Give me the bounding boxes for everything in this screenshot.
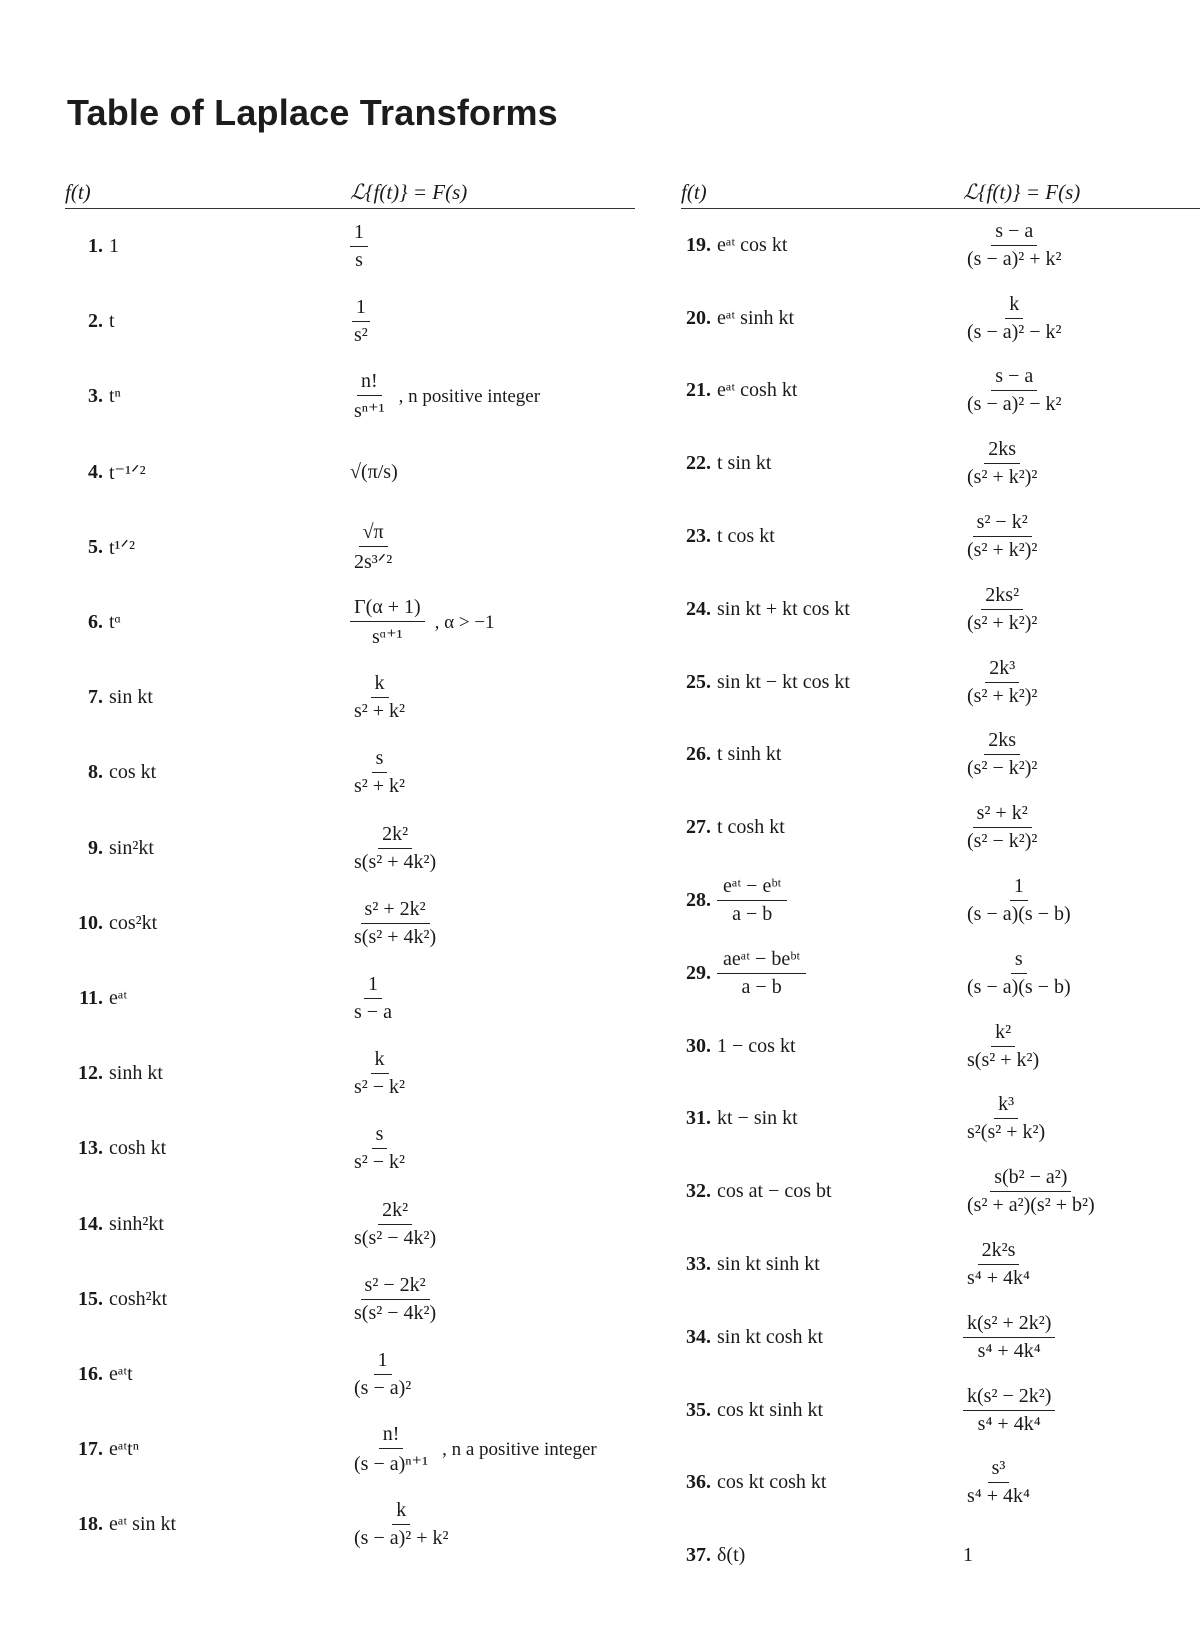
numerator: k (392, 1499, 410, 1525)
laplace-transform (963, 438, 1041, 489)
numerator: 1 (1010, 875, 1028, 901)
denominator: s² (354, 324, 368, 347)
table-row (65, 209, 635, 284)
numerator: s³ (988, 1457, 1010, 1483)
time-function (717, 875, 963, 926)
denominator: (s² + k²)² (967, 466, 1038, 489)
transform-fraction (350, 898, 440, 949)
numerator: 2k²s (978, 1239, 1020, 1265)
laplace-transform (963, 729, 1041, 780)
denominator: s(s² + 4k²) (354, 925, 437, 948)
table-row (65, 660, 635, 735)
denominator: s² + k² (354, 700, 406, 723)
laplace-transform (963, 1312, 1055, 1363)
header-laplace: ℒ{f(t)} = F(s) (963, 180, 1081, 204)
entry-number: 2. (88, 310, 103, 333)
denominator: sᵅ⁺¹ (372, 626, 403, 649)
time-function: cos kt cosh kt (717, 1471, 827, 1494)
time-function: sin kt sinh kt (717, 1253, 820, 1276)
right-column (681, 178, 1200, 1592)
time-function: cos at − cos bt (717, 1180, 832, 1203)
header-f: f(t) (681, 180, 707, 204)
transform-fraction (350, 1349, 415, 1400)
entry-number: 30. (686, 1034, 711, 1057)
transform-fraction (963, 365, 1066, 416)
denominator: s²(s² + k²) (967, 1121, 1046, 1144)
numerator: s − a (991, 365, 1037, 391)
denominator: 2s³ᐟ² (354, 550, 393, 573)
transform-fraction (350, 747, 409, 798)
table-row (681, 282, 1200, 355)
time-function: sin kt cosh kt (717, 1325, 824, 1348)
denominator: s (355, 249, 363, 272)
denominator: (s − a)² + k² (354, 1527, 449, 1550)
entry-number: 34. (686, 1325, 711, 1348)
denominator: s⁴ + 4k⁴ (967, 1267, 1031, 1290)
transform-fraction (963, 875, 1075, 926)
table-row (681, 719, 1200, 792)
entry-number: 32. (686, 1180, 711, 1203)
page-title: Table of Laplace Transforms (67, 92, 558, 133)
numerator: s − a (991, 220, 1037, 246)
denominator: s(s² + 4k²) (354, 850, 437, 873)
transform-condition: , n a positive integer (442, 1438, 597, 1460)
numerator: 1 (364, 973, 382, 999)
numerator: k³ (994, 1093, 1018, 1119)
transform-text: √(π/s) (350, 460, 398, 483)
table-row (65, 886, 635, 961)
denominator: s(s² − 4k²) (354, 1226, 437, 1249)
laplace-transform (963, 802, 1041, 853)
denominator: (s − a)(s − b) (967, 903, 1071, 926)
denominator: sⁿ⁺¹ (354, 400, 385, 423)
numerator: s² + k² (973, 802, 1032, 828)
laplace-transform (350, 461, 398, 484)
transform-text: 1 (963, 1544, 973, 1567)
table-row (65, 961, 635, 1036)
time-function: t sin kt (717, 452, 772, 475)
transform-fraction (963, 802, 1041, 853)
denominator: (s² + a²)(s² + b²) (967, 1194, 1095, 1217)
numerator: 2k² (378, 823, 412, 849)
time-function: sin kt − kt cos kt (717, 670, 850, 693)
table-row (681, 500, 1200, 573)
laplace-transform (350, 1048, 409, 1099)
table-row (681, 1083, 1200, 1156)
time-function: eᵃᵗ (109, 986, 128, 1009)
header-laplace: ℒ{f(t)} = F(s) (350, 180, 468, 204)
transform-fraction (350, 1048, 409, 1099)
denominator: (s − a)² − k² (967, 320, 1062, 343)
entry-number: 23. (686, 525, 711, 548)
table-row (65, 1111, 635, 1186)
time-function: t (109, 310, 115, 333)
transform-fraction (963, 948, 1075, 999)
numerator: 2ks (984, 438, 1020, 464)
denominator: (s² + k²)² (967, 684, 1038, 707)
denominator: s⁴ + 4k⁴ (967, 1485, 1031, 1508)
laplace-transform (350, 1274, 440, 1325)
entry-number: 12. (78, 1062, 103, 1085)
time-function-fraction (717, 875, 787, 926)
laplace-transform (963, 293, 1066, 344)
table-row (65, 284, 635, 359)
laplace-transform (963, 657, 1041, 708)
laplace-transform (963, 365, 1066, 416)
numerator: k (371, 672, 389, 698)
entry-number: 4. (88, 460, 103, 483)
laplace-transform (350, 898, 440, 949)
numerator: aeᵃᵗ − beᵇᵗ (717, 948, 806, 974)
time-function: sin kt (109, 686, 153, 709)
entry-number: 5. (88, 535, 103, 558)
laplace-transform (350, 521, 396, 574)
left-column (65, 178, 635, 1562)
laplace-transform (350, 823, 440, 874)
entry-number: 10. (78, 911, 103, 934)
transform-fraction (963, 584, 1041, 635)
time-function: t sinh kt (717, 743, 782, 766)
entry-number: 22. (686, 452, 711, 475)
denominator: s⁴ + 4k⁴ (977, 1412, 1041, 1435)
transform-fraction (350, 370, 389, 423)
numerator: s (372, 747, 388, 773)
numerator: k(s² + 2k²) (963, 1312, 1055, 1338)
time-function: eᵃᵗ cos kt (717, 233, 788, 256)
laplace-transform (963, 1385, 1055, 1436)
table-row (681, 864, 1200, 937)
entry-number: 16. (78, 1362, 103, 1385)
laplace-transform (350, 1349, 415, 1400)
entry-number: 19. (686, 233, 711, 256)
time-function: sinh²kt (109, 1212, 164, 1235)
denominator: (s − a)ⁿ⁺¹ (354, 1453, 429, 1476)
time-function: sin²kt (109, 836, 154, 859)
numerator: s² − 2k² (361, 1274, 430, 1300)
transform-fraction (963, 438, 1041, 489)
table-row (65, 1487, 635, 1562)
entry-number: 35. (686, 1398, 711, 1421)
transform-fraction (350, 296, 372, 347)
table-row (65, 1412, 635, 1487)
denominator: s² + k² (354, 775, 406, 798)
time-function: eᵃᵗ cosh kt (717, 379, 798, 402)
table-row (681, 355, 1200, 428)
laplace-transform (963, 1457, 1034, 1508)
numerator: s² + 2k² (361, 898, 430, 924)
table-row (65, 1262, 635, 1337)
table-row (65, 811, 635, 886)
entry-number: 18. (78, 1513, 103, 1536)
numerator: s (372, 1123, 388, 1149)
laplace-transform (963, 584, 1041, 635)
entry-number: 6. (88, 611, 103, 634)
table-row (681, 1519, 1200, 1592)
transform-fraction (350, 672, 409, 723)
transform-fraction (350, 1499, 453, 1550)
denominator: s(s² − 4k²) (354, 1301, 437, 1324)
transform-fraction (963, 1385, 1055, 1436)
numerator: Γ(α + 1) (350, 596, 425, 622)
time-function: cos kt (109, 761, 157, 784)
header-f: f(t) (65, 180, 91, 204)
transform-fraction (350, 1274, 440, 1325)
laplace-transform (350, 1123, 409, 1174)
laplace-transform (963, 1239, 1034, 1290)
table-row (681, 1010, 1200, 1083)
laplace-transform (963, 511, 1041, 562)
denominator: (s − a)² (354, 1376, 412, 1399)
laplace-transform (963, 1093, 1049, 1144)
entry-number: 36. (686, 1471, 711, 1494)
numerator: eᵃᵗ − eᵇᵗ (717, 875, 787, 901)
laplace-transform (350, 370, 540, 423)
table-row (65, 435, 635, 510)
transform-fraction (350, 1123, 409, 1174)
numerator: 1 (374, 1349, 392, 1375)
transform-fraction (963, 293, 1066, 344)
table-row (65, 510, 635, 585)
entry-number: 15. (78, 1287, 103, 1310)
transform-condition: , n positive integer (398, 385, 541, 407)
transform-fraction (350, 521, 396, 574)
laplace-transform (350, 221, 368, 272)
time-function: t cos kt (717, 525, 775, 548)
table-row (681, 1447, 1200, 1520)
numerator: 2ks² (981, 584, 1023, 610)
entry-number: 29. (686, 961, 711, 984)
entry-number: 1. (88, 235, 103, 258)
time-function: eᵃᵗ sinh kt (717, 306, 795, 329)
entry-number: 33. (686, 1253, 711, 1276)
time-function-fraction (717, 948, 806, 999)
table-row (65, 735, 635, 810)
time-function: cosh kt (109, 1137, 167, 1160)
time-function: kt − sin kt (717, 1107, 798, 1130)
denominator: (s − a)(s − b) (967, 975, 1071, 998)
denominator: (s − a)² − k² (967, 393, 1062, 416)
table-row (681, 209, 1200, 282)
transform-fraction (350, 823, 440, 874)
laplace-transform (350, 747, 409, 798)
time-function: eᵃᵗt (109, 1362, 133, 1385)
numerator: s² − k² (973, 511, 1032, 537)
entry-number: 25. (686, 670, 711, 693)
entry-number: 37. (686, 1544, 711, 1567)
entry-number: 24. (686, 597, 711, 620)
entry-number: 7. (88, 686, 103, 709)
laplace-transform (350, 296, 372, 347)
transform-fraction (963, 220, 1066, 271)
time-function: cosh²kt (109, 1287, 168, 1310)
time-function: cos kt sinh kt (717, 1398, 824, 1421)
entry-number: 11. (79, 986, 103, 1009)
transform-fraction (963, 1312, 1055, 1363)
right-header (681, 178, 1200, 209)
denominator: (s² + k²)² (967, 611, 1038, 634)
left-rows (65, 209, 635, 1562)
time-function: cos²kt (109, 911, 158, 934)
numerator: 2k³ (985, 657, 1019, 683)
numerator: 2ks (984, 729, 1020, 755)
time-function: tᵅ (109, 611, 121, 634)
table-row (681, 1155, 1200, 1228)
table-row (65, 585, 635, 660)
numerator: k² (991, 1021, 1015, 1047)
time-function: tⁿ (109, 385, 121, 408)
table-row (65, 359, 635, 434)
table-row (681, 646, 1200, 719)
entry-number: 31. (686, 1107, 711, 1130)
numerator: k (1005, 293, 1023, 319)
laplace-transform (350, 672, 409, 723)
time-function: t⁻¹ᐟ² (109, 461, 146, 484)
time-function: 1 (109, 235, 119, 258)
denominator: (s² − k²)² (967, 757, 1038, 780)
denominator: (s² + k²)² (967, 539, 1038, 562)
entry-number: 14. (78, 1212, 103, 1235)
numerator: k(s² − 2k²) (963, 1385, 1055, 1411)
entry-number: 21. (686, 379, 711, 402)
table-row (681, 1228, 1200, 1301)
table-row (65, 1186, 635, 1261)
time-function: t cosh kt (717, 816, 785, 839)
left-header (65, 178, 635, 209)
transform-fraction (963, 1166, 1099, 1217)
time-function: sinh kt (109, 1062, 163, 1085)
denominator: (s − a)² + k² (967, 247, 1062, 270)
laplace-transform (963, 948, 1075, 999)
numerator: n! (379, 1423, 404, 1449)
entry-number: 9. (88, 836, 103, 859)
transform-fraction (350, 221, 368, 272)
time-function: eᵃᵗtⁿ (109, 1438, 140, 1461)
laplace-transform (350, 1199, 440, 1250)
entry-number: 26. (686, 743, 711, 766)
table-row (681, 1301, 1200, 1374)
right-rows (681, 209, 1200, 1592)
transform-fraction (963, 1021, 1043, 1072)
numerator: 1 (350, 221, 368, 247)
denominator: s(s² + k²) (967, 1048, 1040, 1071)
numerator: s(b² − a²) (990, 1166, 1071, 1192)
denominator: a − b (732, 903, 773, 926)
table-row (65, 1036, 635, 1111)
laplace-transform (350, 973, 396, 1024)
denominator: (s² − k²)² (967, 830, 1038, 853)
numerator: √π (359, 521, 388, 547)
numerator: 1 (352, 296, 370, 322)
denominator: s − a (354, 1000, 392, 1023)
laplace-transform (350, 1499, 453, 1550)
laplace-transform (350, 1423, 597, 1476)
table-row (681, 791, 1200, 864)
time-function: t¹ᐟ² (109, 536, 136, 559)
table-row (681, 427, 1200, 500)
entry-number: 27. (686, 816, 711, 839)
laplace-transform (963, 1021, 1043, 1072)
laplace-transform (350, 596, 495, 649)
transform-fraction (350, 1423, 432, 1476)
entry-number: 20. (686, 306, 711, 329)
time-function: sin kt + kt cos kt (717, 597, 850, 620)
numerator: n! (357, 370, 382, 396)
laplace-transform (963, 220, 1066, 271)
denominator: s² − k² (354, 1151, 406, 1174)
entry-number: 8. (88, 761, 103, 784)
numerator: 2k² (378, 1199, 412, 1225)
denominator: s⁴ + 4k⁴ (977, 1339, 1041, 1362)
transform-condition: , α > −1 (434, 611, 495, 633)
time-function (717, 948, 963, 999)
transform-fraction (963, 1093, 1049, 1144)
table-row (681, 573, 1200, 646)
table-row (681, 937, 1200, 1010)
transform-fraction (350, 973, 396, 1024)
time-function: 1 − cos kt (717, 1034, 796, 1057)
laplace-transform (963, 1544, 973, 1567)
time-function: δ(t) (717, 1544, 746, 1567)
time-function: eᵃᵗ sin kt (109, 1513, 177, 1536)
entry-number: 17. (78, 1438, 103, 1461)
table-row (681, 1374, 1200, 1447)
transform-fraction (963, 729, 1041, 780)
entry-number: 13. (78, 1137, 103, 1160)
numerator: k (371, 1048, 389, 1074)
transform-fraction (963, 1457, 1034, 1508)
denominator: a − b (741, 975, 782, 998)
transform-fraction (350, 596, 425, 649)
entry-number: 28. (686, 889, 711, 912)
transform-fraction (963, 657, 1041, 708)
transform-fraction (963, 1239, 1034, 1290)
transform-fraction (963, 511, 1041, 562)
entry-number: 3. (88, 385, 103, 408)
transform-fraction (350, 1199, 440, 1250)
denominator: s² − k² (354, 1076, 406, 1099)
numerator: s (1011, 948, 1027, 974)
laplace-transform (963, 875, 1075, 926)
laplace-transform (963, 1166, 1099, 1217)
table-row (65, 1337, 635, 1412)
